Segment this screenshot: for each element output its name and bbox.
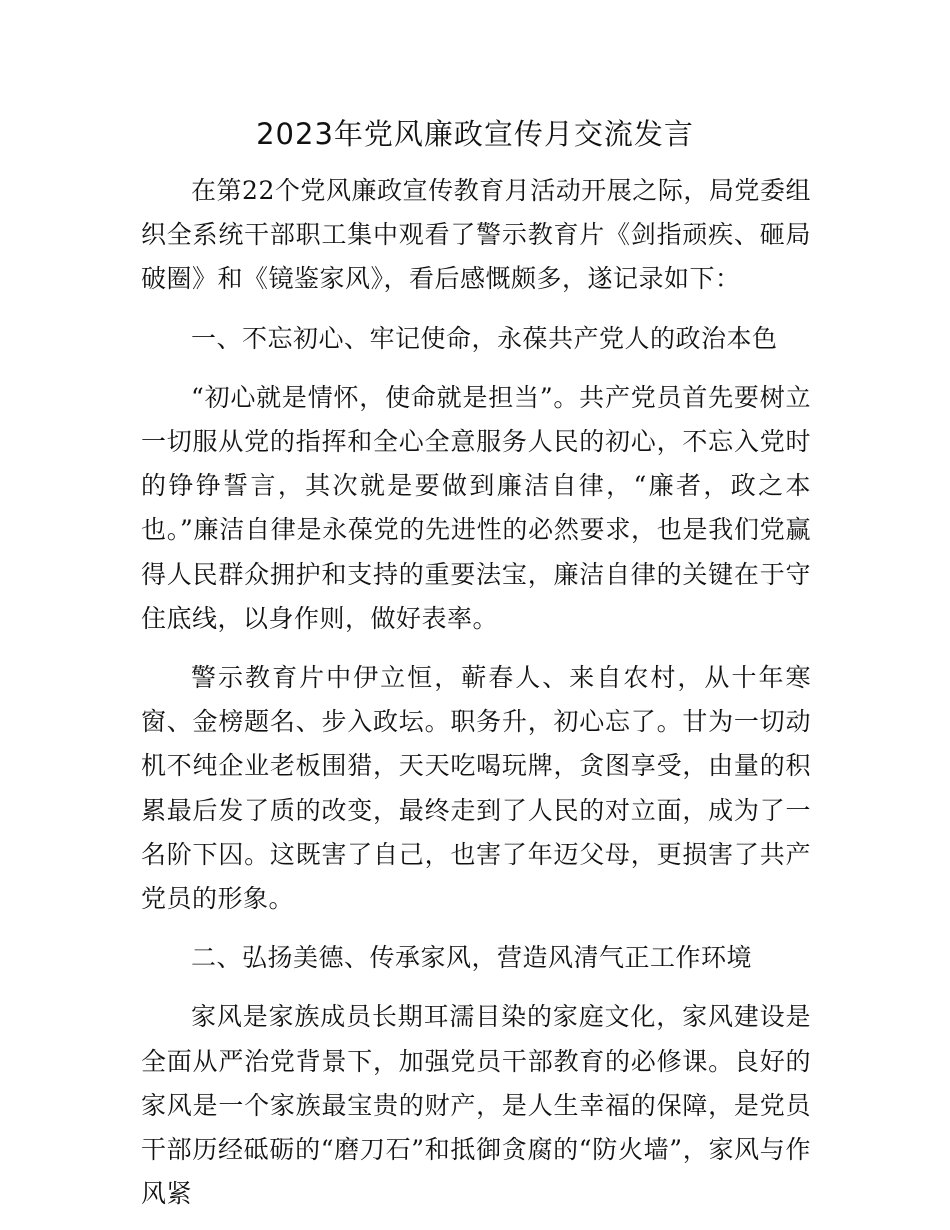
intro-paragraph: 在第22个党风廉政宣传教育月活动开展之际，局党委组织全系统干部职工集中观看了警示教育片《剑指顽疾、砸局破圈》和《镜鉴家风》，看后感慨颇多，遂记录如下： bbox=[141, 176, 811, 294]
section-heading-1: 一、不忘初心、牢记使命，永葆共产党人的政治本色 bbox=[191, 323, 778, 353]
document-body bbox=[141, 169, 811, 1216]
document-title: 2023年党风廉政宣传月交流发言 bbox=[256, 117, 694, 151]
body-paragraph: “初心就是情怀，使命就是担当”。共产党员首先要树立一切服从党的指挥和全心全意服务人民的初心，不忘入党时的铮铮誓言，其次就是要做到廉洁自律，“廉者，政之本也。”廉洁自律是永葆党的先进性的必然要求，也是我们党赢得人民群众拥护和支持的重要法宝，廉洁自律的关键在于守住底线，以身作则，做好表率。 bbox=[141, 382, 811, 633]
body-paragraph: 警示教育片中伊立恒，蕲春人、来自农村，从十年寒窗、金榜题名、步入政坛。职务升，初心忘了。甘为一切动机不纯企业老板围猎，天天吃喝玩牌，贪图享受，由量的积累最后发了质的改变，最终走到了人民的对立面，成为了一名阶下囚。这既害了自己，也害了年迈父母，更损害了共产党员的形象。 bbox=[141, 663, 811, 914]
section-heading-2: 二、弘扬美德、传承家风，营造风清气正工作环境 bbox=[191, 943, 753, 973]
body-paragraph: 家风是家族成员长期耳濡目染的家庭文化，家风建设是全面从严治党背景下，加强党员干部教育的必修课。良好的家风是一个家族最宝贵的财产，是人生幸福的保障，是党员干部历经砥砺的“磨刀石”和抵御贪腐的“防火墙”，家风与作风紧 bbox=[141, 1002, 811, 1209]
